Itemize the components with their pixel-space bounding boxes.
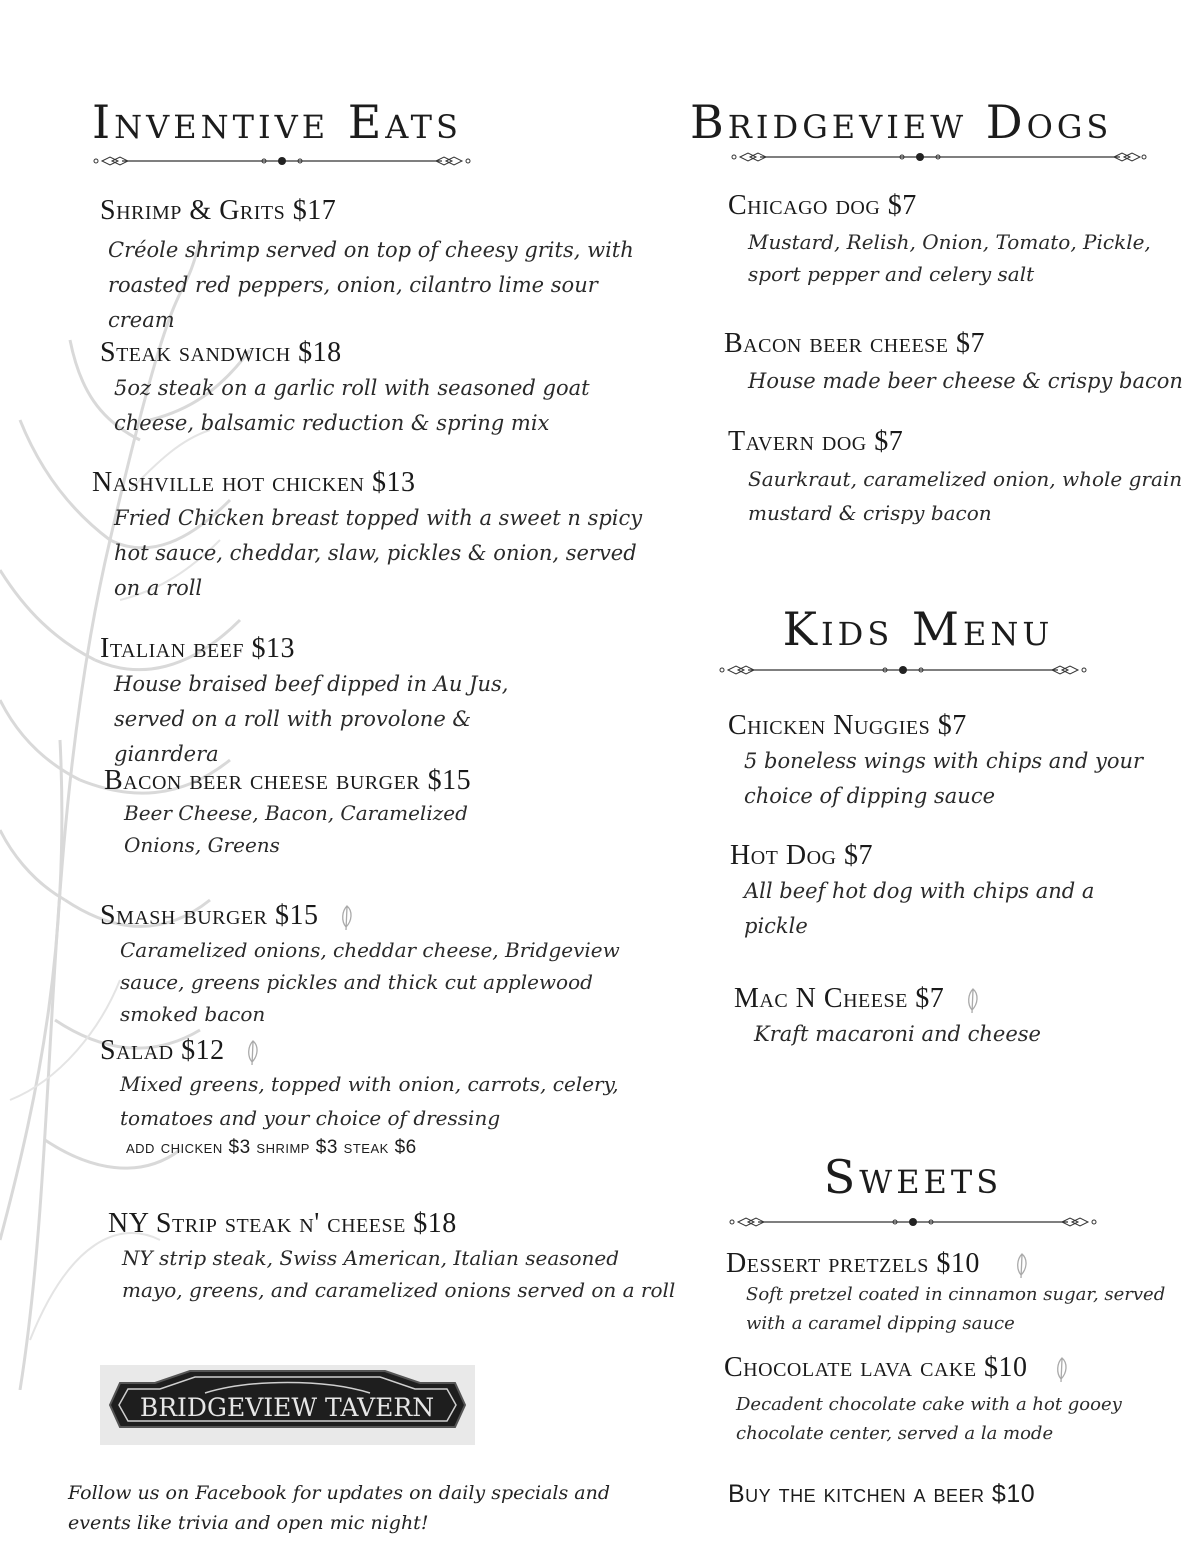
menu-item bbox=[100, 633, 660, 772]
item-title: Dessert pretzels $10 bbox=[726, 1248, 980, 1279]
item-description: 5oz steak on a garlic roll with seasoned goat cheese, balsamic reduction & spring mix bbox=[114, 376, 590, 435]
section-divider bbox=[92, 153, 472, 169]
menu-item bbox=[108, 1208, 678, 1306]
item-description: Fried Chicken breast topped with a sweet n spicy hot sauce, cheddar, slaw, pickles & onion, served on a roll bbox=[114, 506, 643, 600]
item-description: Créole shrimp served on top of cheesy grits, with roasted red peppers, onion, cilantro lime sour cream bbox=[108, 238, 634, 332]
menu-item bbox=[104, 765, 664, 861]
menu-item bbox=[724, 1352, 1184, 1448]
footer-note: Follow us on Facebook for updates on daily specials and events like trivia and open mic night! bbox=[68, 1482, 611, 1534]
item-title: NY Strip steak n' cheese $18 bbox=[108, 1208, 457, 1239]
item-description: NY strip steak, Swiss American, Italian seasoned mayo, greens, and caramelized onions served on a roll bbox=[122, 1246, 676, 1302]
item-description: Saurkraut, caramelized onion, whole grain mustard & crispy bacon bbox=[748, 467, 1183, 525]
item-description: House made beer cheese & crispy bacon bbox=[748, 369, 1183, 393]
bridgeview-dogs-title: Bridgeview Dogs bbox=[690, 95, 1113, 149]
section-divider bbox=[730, 149, 1150, 165]
item-description: Beer Cheese, Bacon, Caramelized Onions, Greens bbox=[124, 801, 468, 857]
item-title: Chicago dog $7 bbox=[728, 190, 917, 221]
section-divider bbox=[728, 1214, 1098, 1230]
item-title: Steak sandwich $18 bbox=[100, 337, 342, 368]
item-title: Tavern dog $7 bbox=[728, 426, 904, 457]
menu-item bbox=[100, 900, 670, 1030]
menu-item bbox=[730, 840, 1170, 944]
item-description: Soft pretzel coated in cinnamon sugar, served with a caramel dipping sauce bbox=[746, 1284, 1166, 1334]
kids-menu-title: Kids Menu bbox=[782, 602, 1054, 656]
item-title: Nashville hot chicken $13 bbox=[92, 467, 416, 498]
menu-item bbox=[734, 983, 1174, 1052]
menu-item bbox=[728, 190, 1188, 290]
item-description: Caramelized onions, cheddar cheese, Bridgeview sauce, greens pickles and thick cut applewood smoked bacon bbox=[120, 938, 620, 1026]
menu-item bbox=[724, 328, 1194, 399]
buy-kitchen-beer-item: Buy the kitchen a beer $10 bbox=[728, 1480, 1036, 1508]
section-divider bbox=[718, 662, 1088, 678]
item-title: Hot Dog $7 bbox=[730, 840, 873, 871]
vegetarian-leaf-icon bbox=[1055, 1357, 1069, 1383]
menu-item bbox=[92, 467, 662, 606]
item-title: Smash burger $15 bbox=[100, 900, 319, 931]
sweets-title: Sweets bbox=[823, 1150, 1003, 1204]
vegetarian-leaf-icon bbox=[1015, 1253, 1029, 1279]
menu-item bbox=[100, 1035, 680, 1159]
item-title: Shrimp & Grits $17 bbox=[100, 195, 337, 226]
item-title: Chocolate lava cake $10 bbox=[724, 1352, 1028, 1383]
item-description: All beef hot dog with chips and a pickle bbox=[744, 879, 1095, 938]
menu-item bbox=[726, 1248, 1186, 1338]
menu-item bbox=[728, 426, 1198, 530]
vegetarian-leaf-icon bbox=[966, 988, 980, 1014]
item-description: Decadent chocolate cake with a hot gooey chocolate center, served a la mode bbox=[736, 1394, 1122, 1444]
item-title: Mac N Cheese $7 bbox=[734, 983, 945, 1014]
item-title: Salad $12 bbox=[100, 1035, 225, 1066]
salad-addons: add chicken $3 shrimp $3 steak $6 bbox=[126, 1137, 417, 1158]
item-title: Chicken Nuggies $7 bbox=[728, 710, 967, 741]
menu-item bbox=[728, 710, 1168, 814]
item-description: 5 boneless wings with chips and your choice of dipping sauce bbox=[744, 749, 1144, 808]
bridgeview-tavern-logo bbox=[100, 1365, 475, 1445]
menu-item bbox=[100, 195, 660, 338]
menu-item bbox=[100, 337, 660, 441]
logo-text: BRIDGEVIEW TAVERN bbox=[139, 1393, 435, 1422]
vegetarian-leaf-icon bbox=[340, 905, 354, 931]
inventive-eats-title: Inventive Eats bbox=[92, 95, 462, 149]
item-description: Kraft macaroni and cheese bbox=[754, 1022, 1041, 1046]
item-description: House braised beef dipped in Au Jus, served on a roll with provolone & gianrdera bbox=[114, 672, 509, 766]
item-title: Bacon beer cheese $7 bbox=[724, 328, 986, 359]
item-description: Mustard, Relish, Onion, Tomato, Pickle, sport pepper and celery salt bbox=[748, 230, 1151, 286]
item-description: Mixed greens, topped with onion, carrots, celery, tomatoes and your choice of dressing bbox=[120, 1072, 619, 1130]
item-title: Italian beef $13 bbox=[100, 633, 296, 664]
vegetarian-leaf-icon bbox=[246, 1040, 260, 1066]
item-title: Bacon beer cheese burger $15 bbox=[104, 765, 472, 796]
